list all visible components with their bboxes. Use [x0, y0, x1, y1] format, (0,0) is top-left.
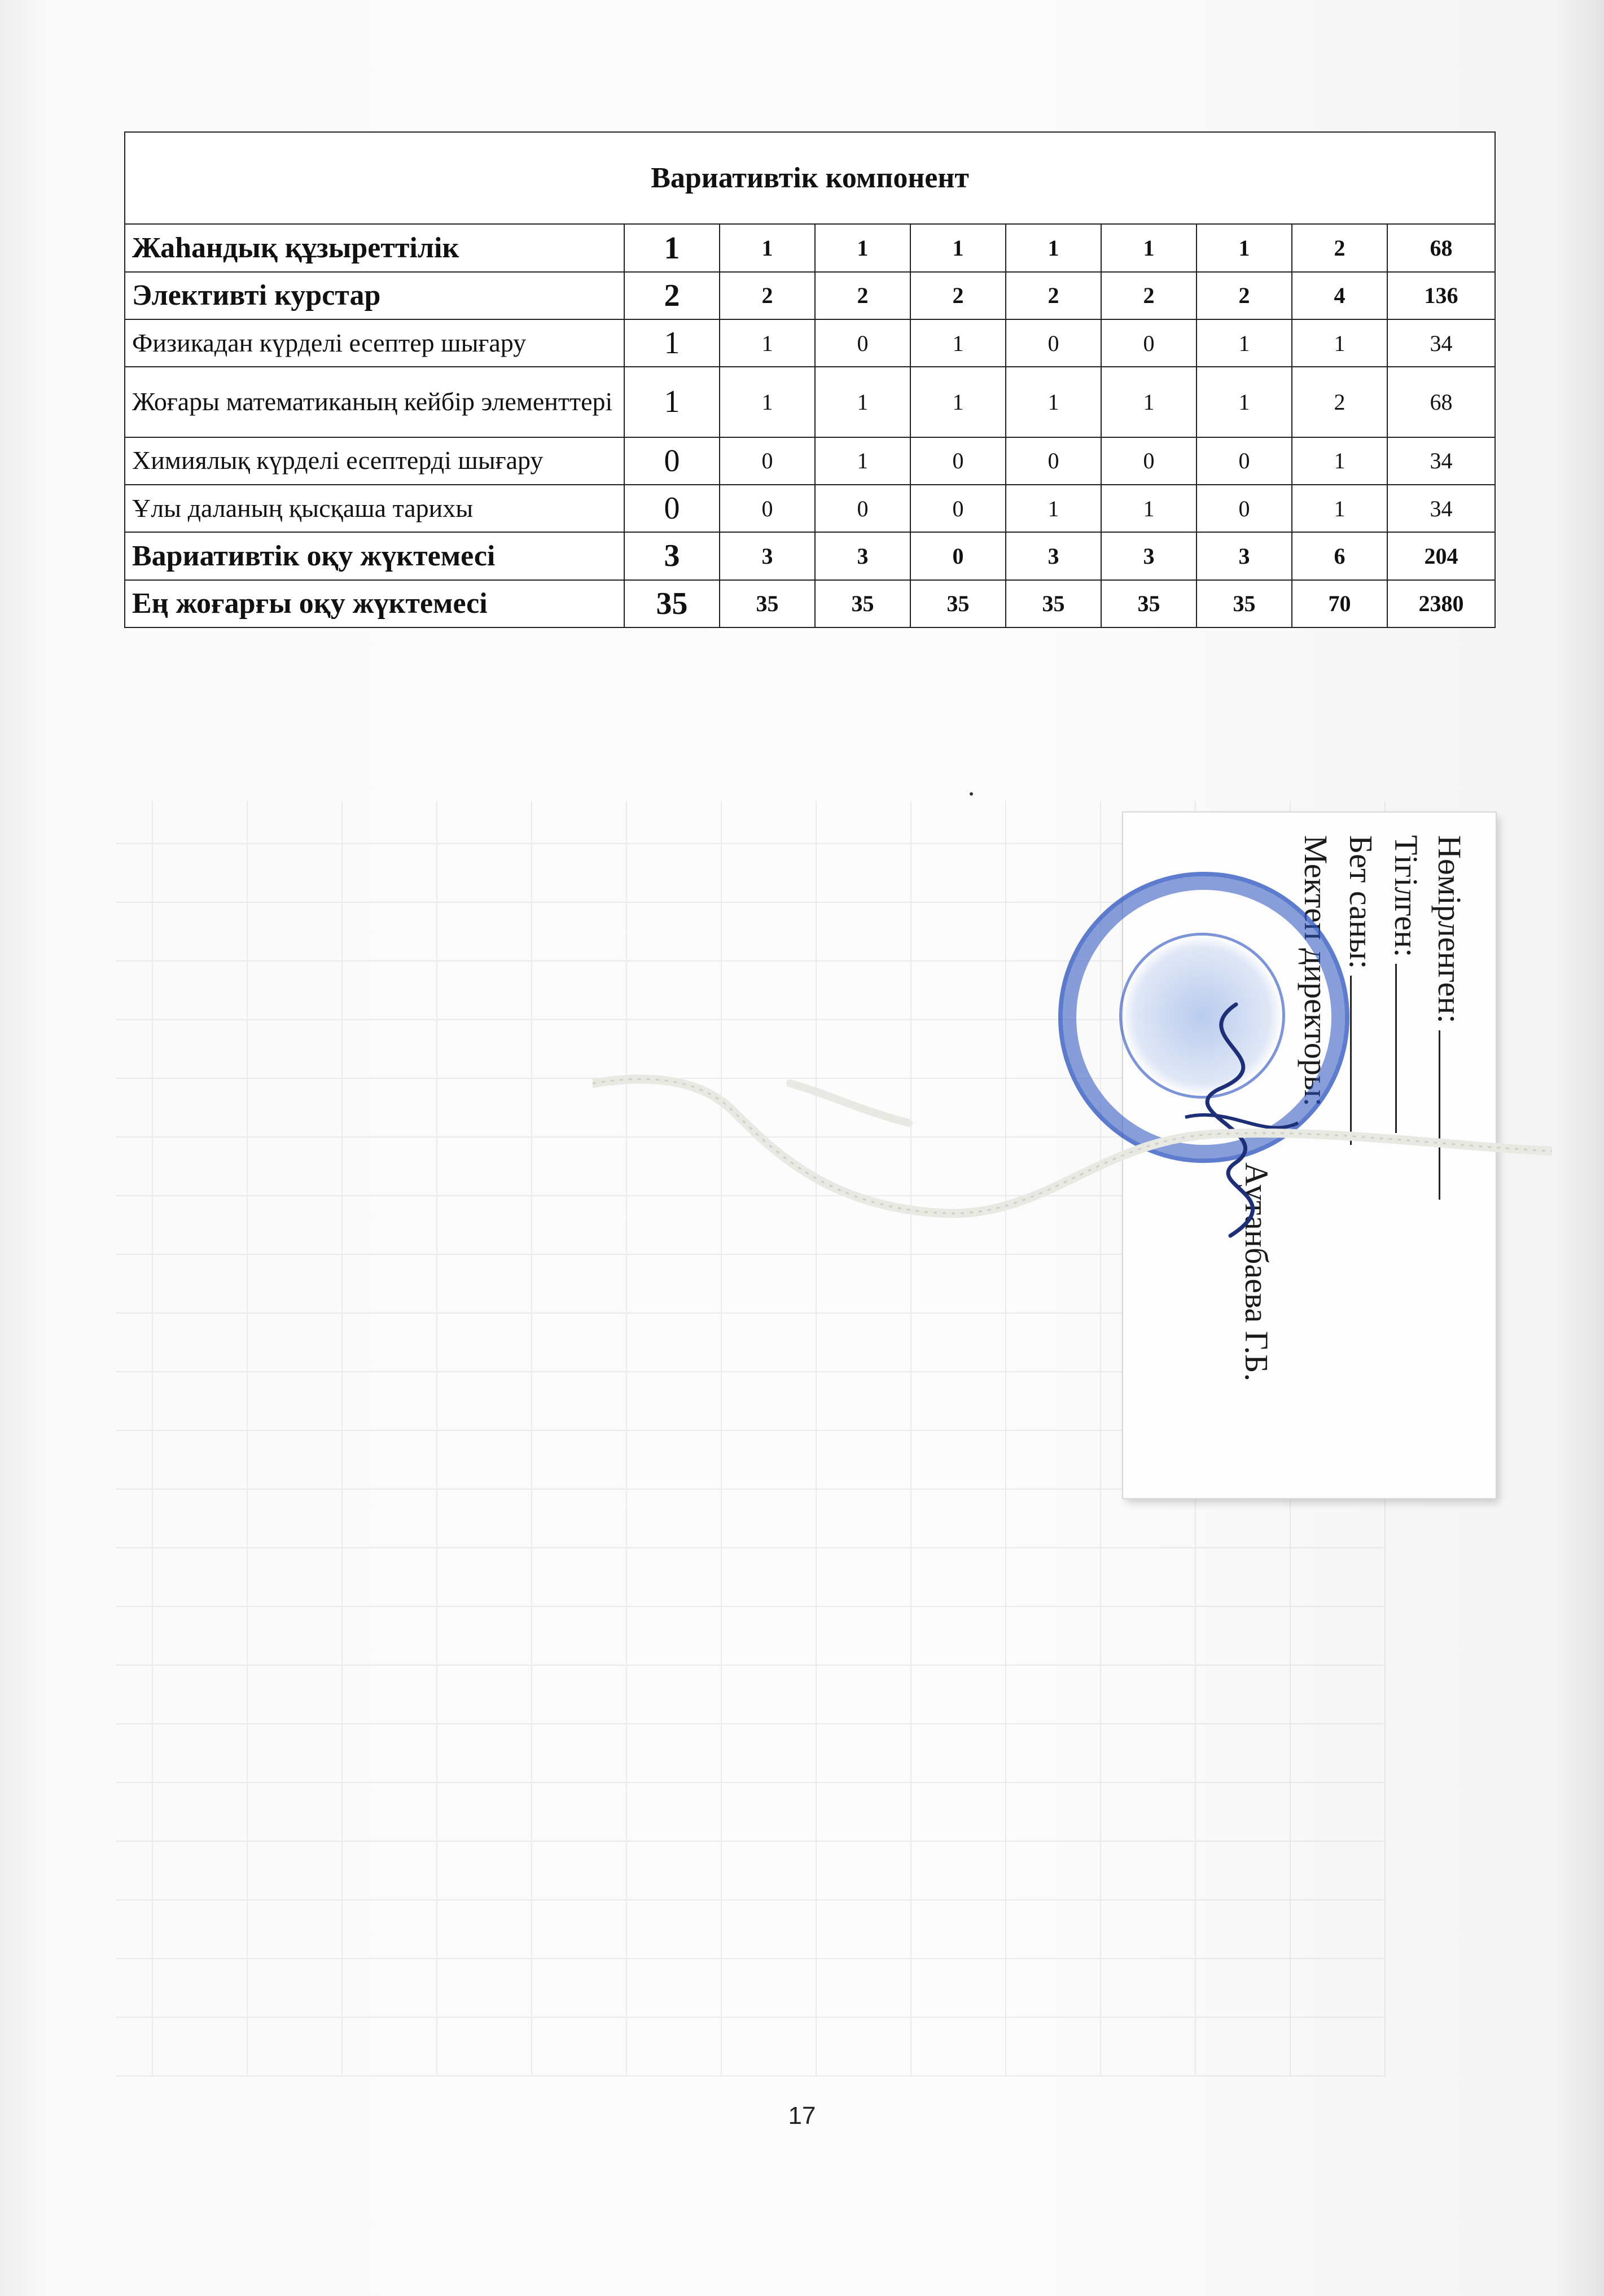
table-row: [125, 580, 1495, 627]
subject-cell: Химиялық күрделі есептерді шығару: [125, 437, 624, 485]
subject-cell: Жаһандық құзыреттілік: [125, 224, 624, 271]
hours-cell: 35: [815, 580, 910, 627]
hours-cell: 1: [624, 367, 720, 437]
hours-cell: 1: [1006, 224, 1101, 271]
table-header: Вариативтік компонент: [125, 132, 1495, 224]
hours-cell: 3: [1101, 532, 1197, 580]
hours-cell: 0: [910, 532, 1006, 580]
hours-cell: 0: [910, 437, 1006, 485]
hours-cell: 2: [1292, 367, 1387, 437]
table-row: [125, 532, 1495, 580]
hours-cell: 136: [1387, 272, 1495, 319]
hours-cell: 35: [910, 580, 1006, 627]
hours-cell: 1: [910, 367, 1006, 437]
variative-component-table: [124, 131, 1496, 628]
hours-cell: 1: [1197, 367, 1292, 437]
hours-cell: 1: [815, 437, 910, 485]
hours-cell: 1: [1197, 224, 1292, 271]
hours-cell: 4: [1292, 272, 1387, 319]
stitched-label: Тігілген:: [1388, 835, 1425, 958]
binding-string: [593, 1061, 1552, 1264]
hours-cell: 0: [720, 437, 815, 485]
hours-cell: 2: [910, 272, 1006, 319]
hours-cell: 34: [1387, 319, 1495, 367]
hours-cell: 0: [815, 319, 910, 367]
subject-cell: Элективті курстар: [125, 272, 624, 319]
hours-cell: 1: [815, 224, 910, 271]
hours-cell: 1: [910, 319, 1006, 367]
subject-cell: Ең жоғарғы оқу жүктемесі: [125, 580, 624, 627]
table-row: [125, 367, 1495, 437]
hours-cell: 70: [1292, 580, 1387, 627]
hours-cell: 1: [1292, 437, 1387, 485]
table-row: [125, 437, 1495, 485]
director-name: Аутанбаева Г.Б.: [1238, 1162, 1275, 1381]
hours-cell: 1: [1101, 224, 1197, 271]
director-label: Мектеп директоры:: [1298, 835, 1334, 1107]
hours-cell: 6: [1292, 532, 1387, 580]
hours-cell: 35: [1006, 580, 1101, 627]
hours-cell: 35: [720, 580, 815, 627]
hours-cell: 1: [720, 224, 815, 271]
hours-cell: 1: [1006, 367, 1101, 437]
hours-cell: 0: [720, 485, 815, 532]
hours-cell: 3: [720, 532, 815, 580]
hours-cell: 68: [1387, 224, 1495, 271]
hours-cell: 0: [1197, 437, 1292, 485]
hours-cell: 68: [1387, 367, 1495, 437]
hours-cell: 1: [1101, 485, 1197, 532]
table-row: [125, 319, 1495, 367]
page-number: 17: [788, 2102, 816, 2130]
hours-cell: 35: [1101, 580, 1197, 627]
hours-cell: 34: [1387, 437, 1495, 485]
hours-cell: 1: [1292, 319, 1387, 367]
numbered-label: Нөмірленген:: [1431, 835, 1468, 1024]
ink-dot: [970, 792, 973, 796]
hours-cell: 2: [624, 272, 720, 319]
table-row: [125, 272, 1495, 319]
subject-cell: Жоғары математиканың кейбір элементтері: [125, 367, 624, 437]
table-row: [125, 485, 1495, 532]
hours-cell: 2380: [1387, 580, 1495, 627]
hours-cell: 2: [1197, 272, 1292, 319]
subject-cell: Физикадан күрделі есептер шығару: [125, 319, 624, 367]
hours-cell: 35: [1197, 580, 1292, 627]
hours-cell: 0: [1101, 319, 1197, 367]
hours-cell: 1: [624, 319, 720, 367]
hours-cell: 2: [1292, 224, 1387, 271]
hours-cell: 0: [910, 485, 1006, 532]
hours-cell: 2: [720, 272, 815, 319]
hours-cell: 1: [815, 367, 910, 437]
hours-cell: 1: [910, 224, 1006, 271]
hours-cell: 34: [1387, 485, 1495, 532]
hours-cell: 0: [624, 485, 720, 532]
hours-cell: 3: [815, 532, 910, 580]
hours-cell: 2: [815, 272, 910, 319]
hours-cell: 2: [1101, 272, 1197, 319]
hours-cell: 0: [624, 437, 720, 485]
hours-cell: 3: [1197, 532, 1292, 580]
hours-cell: 1: [1101, 367, 1197, 437]
subject-cell: Вариативтік оқу жүктемесі: [125, 532, 624, 580]
hours-cell: 2: [1006, 272, 1101, 319]
hours-cell: 1: [1006, 485, 1101, 532]
hours-cell: 3: [624, 532, 720, 580]
hours-cell: 0: [1197, 485, 1292, 532]
hours-cell: 0: [1101, 437, 1197, 485]
table-row: [125, 224, 1495, 271]
pages-label: Бет саны:: [1343, 835, 1379, 969]
hours-cell: 3: [1006, 532, 1101, 580]
hours-cell: 1: [624, 224, 720, 271]
hours-cell: 0: [1006, 437, 1101, 485]
hours-cell: 1: [720, 367, 815, 437]
hours-cell: 1: [1197, 319, 1292, 367]
hours-cell: 0: [1006, 319, 1101, 367]
hours-cell: 1: [1292, 485, 1387, 532]
subject-cell: Ұлы даланың қысқаша тарихы: [125, 485, 624, 532]
hours-cell: 0: [815, 485, 910, 532]
hours-cell: 204: [1387, 532, 1495, 580]
hours-cell: 1: [720, 319, 815, 367]
hours-cell: 35: [624, 580, 720, 627]
